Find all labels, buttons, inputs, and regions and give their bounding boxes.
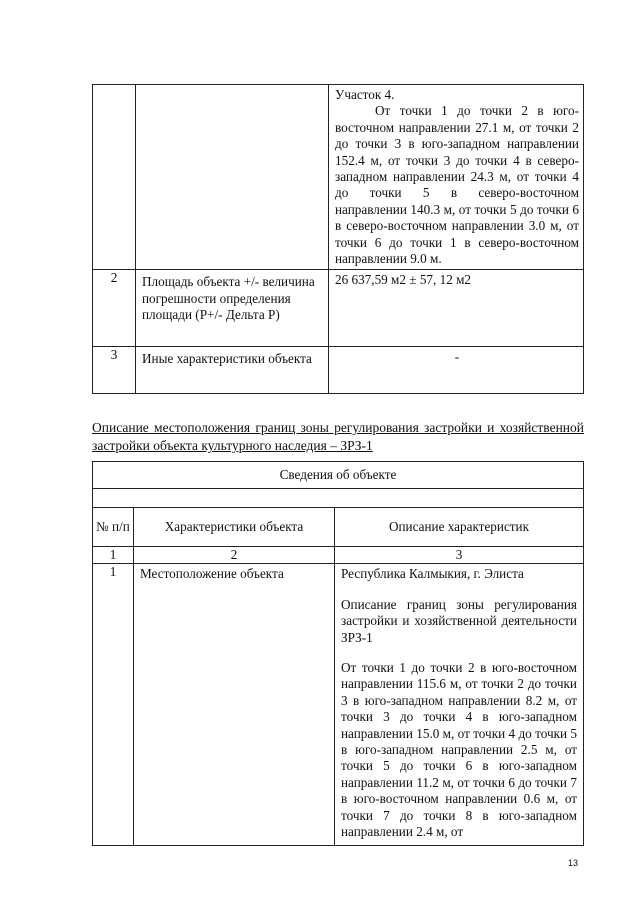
section-title: Участок 4. (335, 87, 395, 102)
table-title-row (93, 462, 584, 489)
characteristic-cell: Местоположение объекта (134, 564, 335, 845)
object-info-table-continued (92, 84, 584, 394)
table-row (93, 85, 584, 270)
column-number: 1 (93, 547, 134, 564)
table-row (93, 347, 584, 394)
description-cell (335, 564, 584, 845)
header-description: Описание характеристик (335, 508, 584, 547)
table-header-row (93, 508, 584, 547)
row-number-cell: 2 (93, 270, 136, 347)
row-number-cell: 3 (93, 347, 136, 394)
zone-description-title: Описание границ зоны регулирования застройки и хозяйственной деятельности ЗРЗ-1 (341, 596, 577, 645)
characteristic-cell: Иные характеристики объекта (136, 347, 329, 394)
table-row (93, 270, 584, 347)
section-caption: Описание местоположения границ зоны регулирования застройки и хозяйственной застройки объекта культурного наследия – ЗРЗ-1 (92, 420, 584, 453)
empty-cell (93, 489, 584, 508)
column-number: 2 (134, 547, 335, 564)
header-characteristics: Характеристики объекта (134, 508, 335, 547)
row-number-cell: 1 (93, 564, 134, 845)
boundary-description: От точки 1 до точки 2 в юго-восточном направлении 115.6 м, от точки 2 до точки 3 в юго-западном направлении 8.2 м, от точки 3 до точки 4 в юго-западном направлении 15.0 м, от точки 4 до точки 5 в юго-западном направлении 2.5 м, от точки 5 до точки 6 в юго-западном направлении 11.2 м, от точки 6 до точки 7 в юго-восточном направлении 0.6 м, от точки 7 до точки 8 в юго-западном направлении 2.4 м, от (341, 660, 577, 840)
table-title: Сведения об объекте (93, 462, 584, 489)
description-cell (329, 85, 584, 270)
characteristic-cell: Площадь объекта +/- величина погрешности определения площади (P+/- Дельта P) (136, 270, 329, 347)
boundary-description: От точки 1 до точки 2 в юго-восточном направлении 27.1 м, от точки 2 до точки 3 в юго-западном направлении 152.4 м, от точки 3 до точки 4 в северо-западном направлении 24.3 м, от точки 4 до точки 5 в северо-восточном направлении 140.3 м, от точки 5 до точки 6 в северо-восточном направлении 3.0 м, от точки 6 до точки 1 в северо-восточном направлении 9.0 м. (335, 103, 579, 267)
characteristic-cell (136, 85, 329, 270)
column-number-row (93, 547, 584, 564)
row-number-cell (93, 85, 136, 270)
description-cell: - (329, 347, 584, 394)
table-empty-row (93, 489, 584, 508)
page-number: 13 (568, 858, 579, 868)
table-row (93, 564, 584, 845)
location-text: Республика Калмыкия, г. Элиста (341, 566, 524, 582)
column-number: 3 (335, 547, 584, 564)
description-cell: 26 637,59 м2 ± 57, 12 м2 (329, 270, 584, 347)
header-number: № п/п (93, 508, 134, 547)
object-info-table (92, 461, 584, 846)
